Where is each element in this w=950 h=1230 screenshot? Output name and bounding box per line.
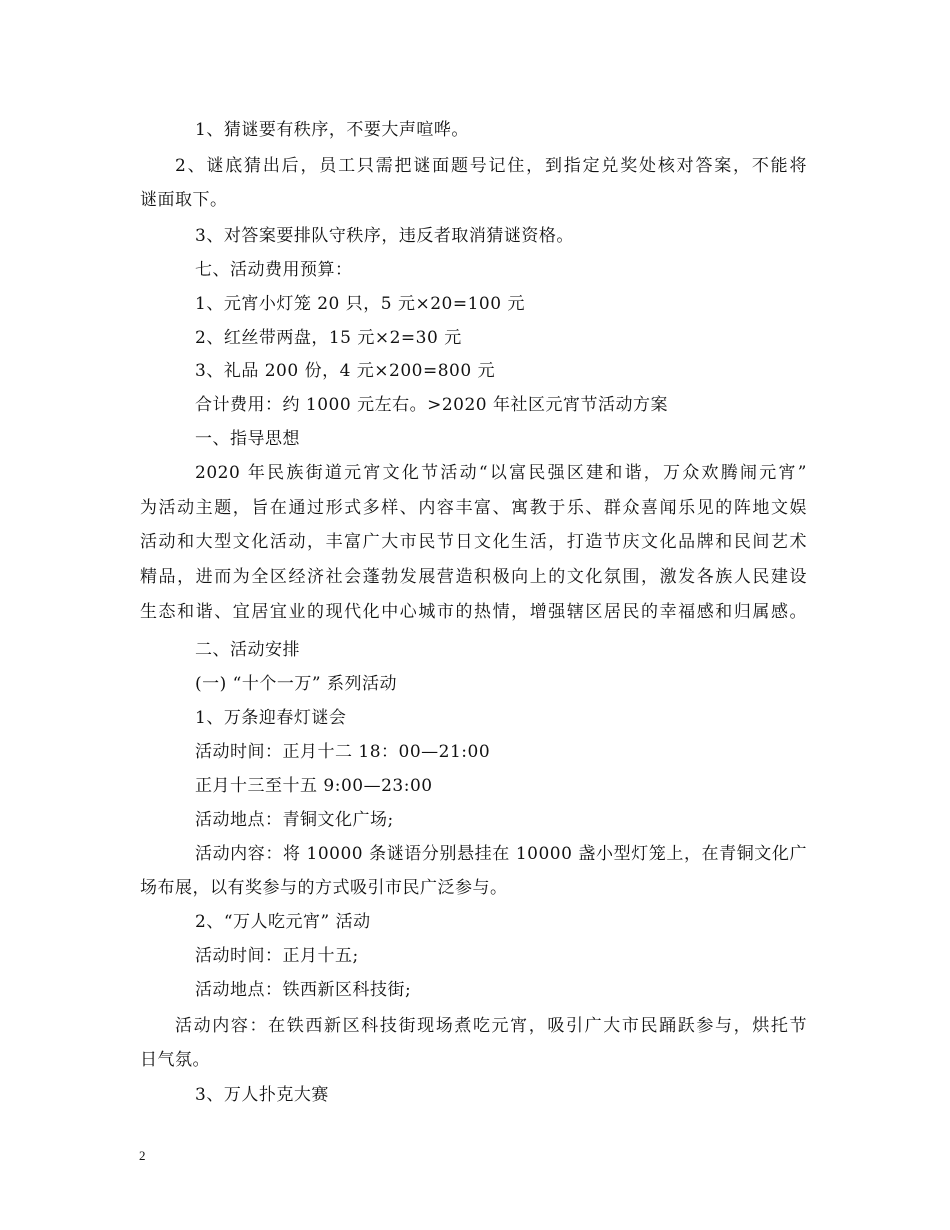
section-heading: 一、指导思想 [195,429,300,449]
text-line: 场布展，以有奖参与的方式吸引市民广泛参与。 [140,878,508,898]
text-line: 2、“万人吃元宵” 活动 [195,912,371,932]
text-line: 3、对答案要排队守秩序，违反者取消猜谜资格。 [195,226,574,246]
text-line: 正月十三至十五 9:00—23:00 [195,776,433,796]
text-line: 谜面取下。 [140,190,228,210]
text-line: 1、元宵小灯笼 20 只，5 元×20=100 元 [195,294,525,314]
text-line: 1、猜谜要有秩序，不要大声喧哗。 [195,120,469,140]
text-line: 精品，进而为全区经济社会蓬勃发展营造积极向上的文化氛围，激发各族人民建设 [140,567,807,587]
text-line: 3、万人扑克大赛 [195,1085,329,1105]
text-line: 2、谜底猜出后，员工只需把谜面题号记住，到指定兑奖处核对答案，不能将 [175,156,807,176]
text-line: 生态和谐、宜居宜业的现代化中心城市的热情，增强辖区居民的幸福感和归属感。 [140,602,807,622]
text-line: 1、万条迎春灯谜会 [195,708,347,728]
text-line: 活动时间：正月十五; [195,946,359,966]
text-line: 活动地点：青铜文化广场; [195,810,394,830]
subsection-heading: (一) “十个一万” 系列活动 [195,674,397,694]
text-line: 日气氛。 [140,1050,210,1070]
text-line: 活动内容：在铁西新区科技街现场煮吃元宵，吸引广大市民踊跃参与，烘托节 [175,1016,807,1036]
text-line: 为活动主题，旨在通过形式多样、内容丰富、寓教于乐、群众喜闻乐见的阵地文娱 [140,498,807,518]
text-line: 活动时间：正月十二 18：00—21:00 [195,742,491,762]
text-line: 合计费用：约 1000 元左右。>2020 年社区元宵节活动方案 [195,395,668,415]
text-line: 活动和大型文化活动，丰富广大市民节日文化生活，打造节庆文化品牌和民间艺术 [140,532,807,552]
page-number: 2 [139,1148,146,1163]
section-heading: 二、活动安排 [195,640,300,660]
text-line: 3、礼品 200 份，4 元×200=800 元 [195,361,496,381]
text-line: 活动内容：将 10000 条谜语分别悬挂在 10000 盏小型灯笼上，在青铜文化广 [195,844,807,864]
text-line: 2020 年民族街道元宵文化节活动“以富民强区建和谐，万众欢腾闹元宵” [195,463,807,483]
text-line: 活动地点：铁西新区科技街; [195,980,412,1000]
text-line: 2、红丝带两盘，15 元×2=30 元 [195,328,462,348]
section-heading: 七、活动费用预算： [195,260,353,280]
